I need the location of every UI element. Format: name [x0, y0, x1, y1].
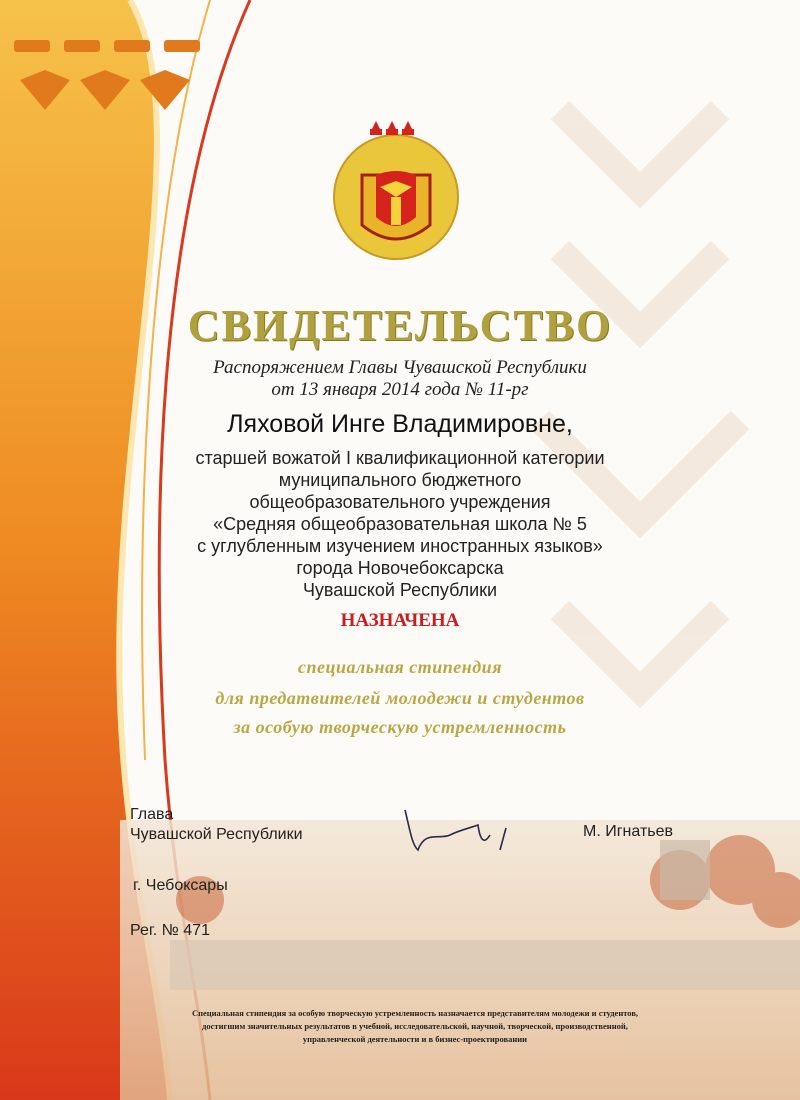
position-line: общеобразовательного учреждения	[249, 492, 551, 512]
position-line: Чувашской Республики	[302, 580, 498, 600]
position-line: старшей вожатой I квалификационной категории	[195, 448, 605, 468]
award-line: специальная стипендия	[298, 657, 502, 677]
footnote: Специальная стипендия за особую творческую устремленность назначается представителям молодежи и студентов, достигшим значительных результатов в учебной, исследовательской, научной, творческой, производственной, управленческой деятельности и в бизнес-проектировании	[191, 1008, 639, 1044]
order-line-2: от 13 января 2014 года № 11-рг	[271, 379, 529, 400]
award-line: за особую творческую устремленность	[233, 717, 567, 737]
registration-number	[130, 922, 210, 940]
signatory-title-line-2: Чувашской Республики	[130, 826, 303, 843]
reg-label: Рег. №	[130, 922, 179, 939]
city-label: г. Чебоксары	[133, 877, 228, 894]
signatory-title-line-1: Глава	[130, 806, 174, 823]
position-line: с углубленным изучением иностранных языков»	[197, 536, 603, 556]
position-line: города Новочебоксарска	[296, 558, 504, 578]
signatory-name: М. Игнатьев	[583, 823, 673, 840]
award-line: для предатвителей молодежи и студентов	[215, 688, 585, 708]
assigned-label: НАЗНАЧЕНА	[340, 610, 460, 631]
order-line-1: Распоряжением Главы Чувашской Республики	[213, 357, 587, 378]
recipient-name: Ляховой Инге Владимировне,	[227, 410, 573, 438]
reg-value: 471	[183, 922, 210, 939]
position-line: «Средняя общеобразовательная школа № 5	[213, 514, 587, 534]
chuvash-emblem	[328, 115, 464, 265]
document-title: СВИДЕТЕЛЬСТВО	[187, 301, 613, 350]
position-line: муниципального бюджетного	[278, 470, 522, 490]
